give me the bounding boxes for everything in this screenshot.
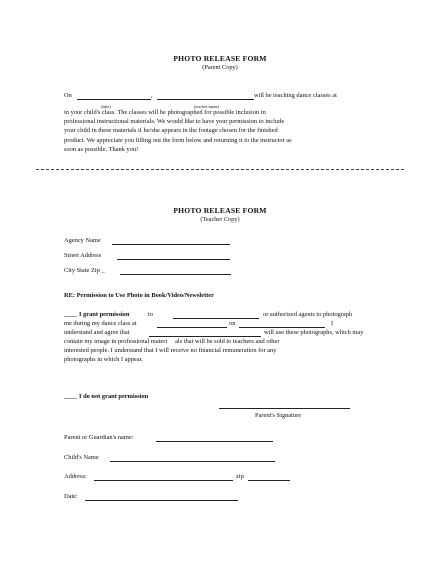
deny-permission-label: I do not grant permission xyxy=(79,393,149,400)
teacher-body-line: contain my image in professional materi als that will be sold to teachers and other xyxy=(64,338,280,345)
teacher-body-line: interested people. I understand that I will receive no financial remuneration for any xyxy=(64,347,277,355)
will-use-text: will use these photographs, which may xyxy=(264,329,364,336)
city-state-zip-line[interactable] xyxy=(120,274,231,275)
date-caption: (date) xyxy=(101,104,111,109)
parent-body-line: your child in these materials if he/she appears in the footage chosen for the finished xyxy=(64,127,278,135)
dance-class-text: me during my dance class at xyxy=(64,320,137,327)
on-word: on xyxy=(229,320,236,327)
street-address-label: Street Address xyxy=(64,252,102,259)
parent-copy-title: PHOTO RELEASE FORM xyxy=(173,54,267,63)
on-label: On xyxy=(64,92,72,99)
child-name-line[interactable] xyxy=(110,461,275,462)
date-line-bottom[interactable] xyxy=(85,500,238,501)
zip-line[interactable] xyxy=(248,480,290,481)
parent-body-line: soon as possible. Thank you! xyxy=(64,145,139,153)
city-state-zip-label: City State Zip _ xyxy=(64,267,105,274)
cut-line-divider xyxy=(36,169,404,170)
street-address-line[interactable] xyxy=(117,259,230,260)
class-location-line[interactable] xyxy=(157,327,227,328)
teacher-name-line[interactable] xyxy=(157,99,254,100)
date-label: Date: xyxy=(64,493,78,500)
i-word: I xyxy=(331,320,334,327)
teaching-text: will be teaching dance classes at xyxy=(254,92,337,99)
re-permission-heading: RE: Permission to Use Photo in Book/Video/Newsletter xyxy=(64,292,214,299)
understand-text: understand and agree that xyxy=(64,329,130,336)
teacher-copy-subtitle: (Teacher Copy) xyxy=(200,216,240,223)
address-label: Address: xyxy=(64,473,87,480)
zip-label: zip xyxy=(236,473,244,480)
parent-copy-subtitle: (Parent Copy) xyxy=(202,64,238,71)
teacher-copy-title: PHOTO RELEASE FORM xyxy=(173,206,267,215)
grant-to-text: to xyxy=(148,311,153,318)
teacher-body-line: photographs in which I appear. xyxy=(64,356,143,364)
grant-to-line[interactable] xyxy=(173,318,259,319)
guardian-name-line[interactable] xyxy=(156,441,273,442)
parent-signature-line[interactable] xyxy=(219,408,350,409)
agency-name-label: Agency Name xyxy=(64,237,101,244)
address-line[interactable] xyxy=(94,480,233,481)
grant-permission-label: I grant permission xyxy=(79,311,130,318)
parent-body-line: in your child's class. The classes will be photographed for possible inclusion in xyxy=(64,109,266,116)
parent-body-line: professional instructional materials. We would like to have your permission to include xyxy=(64,118,285,126)
child-name-label: Child's Name xyxy=(64,454,99,461)
grant-tail-text: or authorized agents to photograph xyxy=(263,311,353,318)
teacher-name-caption: (teacher name) xyxy=(194,104,219,109)
agency-name-line[interactable] xyxy=(112,244,230,245)
parent-copy-body xyxy=(64,108,404,154)
parent-body-line: product. We appreciate you filling out the form below and returning it to the instructor as xyxy=(64,136,292,144)
date-line[interactable] xyxy=(77,99,151,100)
deny-checkbox-line[interactable]: ____ xyxy=(64,393,77,400)
comma-separator: , xyxy=(151,92,153,99)
teacher-copy-body xyxy=(64,337,404,365)
guardian-name-label: Parent or Guardian's name: xyxy=(64,434,134,441)
parent-signature-label: Parent's Signature xyxy=(255,412,302,419)
grant-checkbox-line[interactable]: ____ xyxy=(64,311,77,318)
